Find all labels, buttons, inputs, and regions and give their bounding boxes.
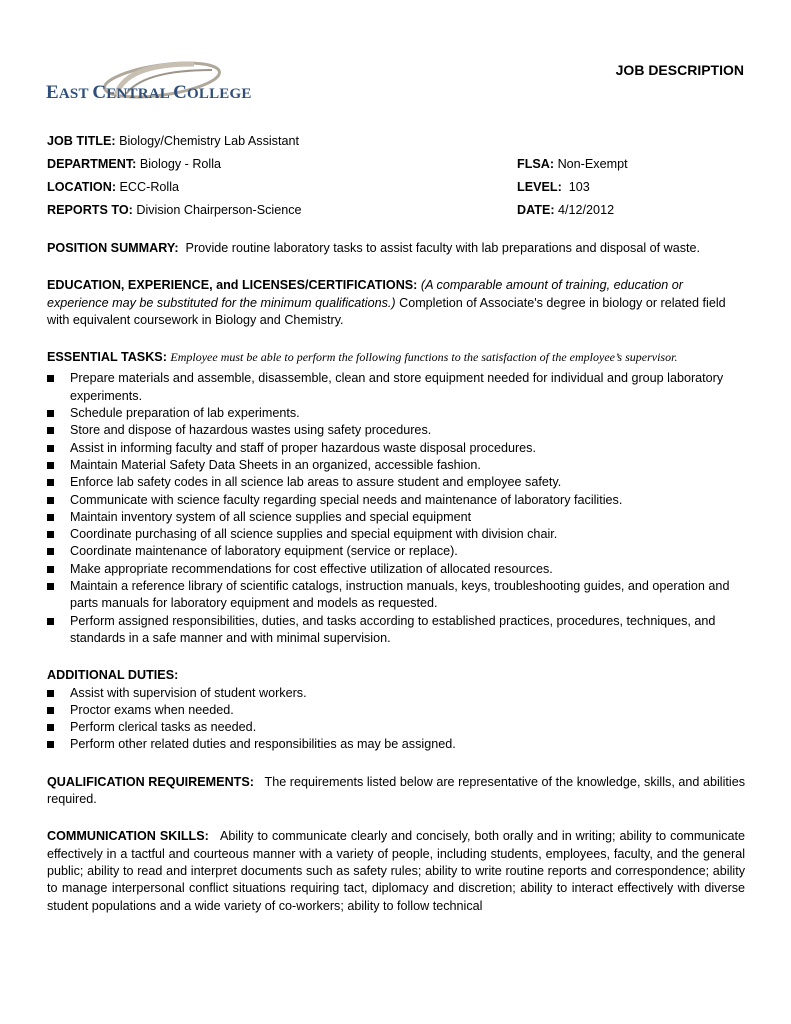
department-value: Biology - Rolla — [139, 157, 222, 171]
square-bullet-icon — [47, 707, 54, 714]
location-value: ECC-Rolla — [119, 180, 180, 194]
list-item-text: Schedule preparation of lab experiments. — [70, 406, 300, 421]
qualification-label: QUALIFICATION REQUIREMENTS: — [47, 774, 254, 789]
flsa-value: Non-Exempt — [557, 157, 628, 171]
square-bullet-icon — [47, 445, 54, 452]
list-item — [47, 543, 745, 560]
reports-to-value: Division Chairperson-Science — [136, 203, 302, 217]
qualification-text: The requirements listed below are representative of the knowledge, skills, and abilities required. — [47, 774, 746, 807]
education-label: EDUCATION, EXPERIENCE, and LICENSES/CERTIFICATIONS: — [47, 278, 418, 293]
position-summary-text: Provide routine laboratory tasks to assist faculty with lab preparations and disposal of waste. — [185, 241, 701, 255]
position-summary-label: POSITION SUMMARY: — [47, 241, 179, 255]
square-bullet-icon — [47, 583, 54, 590]
reports-to-row — [47, 202, 745, 225]
list-item-text: Perform clerical tasks as needed. — [70, 720, 257, 735]
date-label: DATE: — [517, 203, 555, 217]
list-item-text: Store and dispose of hazardous wastes using safety procedures. — [70, 423, 432, 438]
square-bullet-icon — [47, 427, 54, 434]
list-item — [47, 702, 745, 719]
reports-to-label: REPORTS TO: — [47, 203, 133, 217]
communication-label: COMMUNICATION SKILLS: — [47, 829, 209, 844]
list-item — [47, 509, 745, 526]
list-item — [47, 440, 745, 457]
square-bullet-icon — [47, 566, 54, 573]
list-item-text: Coordinate maintenance of laboratory equipment (service or replace). — [70, 544, 458, 559]
square-bullet-icon — [47, 618, 54, 625]
essential-tasks-heading — [47, 349, 745, 366]
east-central-college-logo — [44, 58, 264, 110]
square-bullet-icon — [47, 690, 54, 697]
location-row — [47, 179, 745, 202]
essential-tasks-list — [47, 370, 745, 647]
date-value: 4/12/2012 — [558, 203, 615, 217]
list-item-text: Make appropriate recommendations for cost effective utilization of allocated resources. — [70, 561, 553, 576]
list-item-text: Assist in informing faculty and staff of proper hazardous waste disposal procedures. — [70, 440, 536, 455]
square-bullet-icon — [47, 410, 54, 417]
list-item — [47, 685, 745, 702]
job-title-label: JOB TITLE: — [47, 134, 116, 148]
square-bullet-icon — [47, 462, 54, 469]
job-title-value: Biology/Chemistry Lab Assistant — [119, 134, 299, 148]
education-section — [47, 277, 745, 329]
list-item-text: Prepare materials and assemble, disassemble, clean and store equipment needed for individual and group laboratory experiments. — [70, 371, 724, 403]
department-row — [47, 156, 745, 179]
list-item — [47, 526, 745, 543]
square-bullet-icon — [47, 741, 54, 748]
communication-section — [47, 828, 745, 914]
square-bullet-icon — [47, 497, 54, 504]
list-item-text: Perform other related duties and responsibilities as may be assigned. — [70, 737, 456, 752]
list-item — [47, 492, 745, 509]
education-note: (A comparable amount of training, education or experience may be substituted for the minimum qualifications.) — [47, 278, 683, 310]
list-item — [47, 405, 745, 422]
list-item-text: Enforce lab safety codes in all science lab areas to assure student and employee safety. — [70, 475, 562, 490]
list-item — [47, 719, 745, 736]
square-bullet-icon — [47, 479, 54, 486]
document-type-heading: JOB DESCRIPTION — [615, 62, 744, 78]
logo-text: EAST CENTRAL COLLEGE — [46, 82, 252, 103]
list-item — [47, 457, 745, 474]
list-item — [47, 474, 745, 491]
square-bullet-icon — [47, 548, 54, 555]
list-item — [47, 370, 745, 405]
list-item-text: Assist with supervision of student workers. — [70, 685, 307, 700]
additional-duties-list — [47, 685, 745, 754]
level-value: 103 — [568, 180, 590, 194]
essential-tasks-note: Employee must be able to perform the following functions to the satisfaction of the employee’s supervisor. — [170, 350, 678, 365]
education-text: Completion of Associate's degree in biology or related field with equivalent coursework in Biology and Chemistry. — [47, 295, 726, 327]
square-bullet-icon — [47, 514, 54, 521]
position-summary — [47, 240, 745, 257]
list-item — [47, 422, 745, 439]
level-label: LEVEL: — [517, 180, 562, 194]
list-item-text: Maintain inventory system of all science supplies and special equipment — [70, 509, 472, 524]
location-label: LOCATION: — [47, 180, 117, 194]
square-bullet-icon — [47, 375, 54, 382]
list-item-text: Maintain Material Safety Data Sheets in an organized, accessible fashion. — [70, 457, 481, 472]
list-item-text: Communicate with science faculty regarding special needs and maintenance of laboratory facilities. — [70, 492, 623, 507]
list-item-text: Proctor exams when needed. — [70, 702, 234, 717]
job-title-row — [47, 133, 745, 156]
list-item-text: Maintain a reference library of scientific catalogs, instruction manuals, keys, troubleshooting guides, and operation and parts manuals for laboratory equipment and models as requested. — [70, 579, 730, 611]
additional-duties-heading — [47, 667, 745, 684]
department-label: DEPARTMENT: — [47, 157, 137, 171]
list-item — [47, 578, 745, 613]
qualification-section — [47, 774, 745, 809]
square-bullet-icon — [47, 531, 54, 538]
flsa-label: FLSA: — [517, 157, 555, 171]
list-item — [47, 736, 745, 753]
additional-duties-label: ADDITIONAL DUTIES: — [47, 668, 179, 683]
communication-text: Ability to communicate clearly and concisely, both orally and in writing; ability to communicate effectively in a tactful and courteous manner with a variety of people, including students, employees, faculty, and the general public; ability to read and interpret documents such as safety rules; ability to write routine reports and correspondence; ability to manage interpersonal conflict situations requiring tact, diplomacy and discretion; ability to interact effectively with diverse student populations and a wide variety of co-workers; ability to follow technical — [47, 829, 745, 913]
list-item — [47, 561, 745, 578]
square-bullet-icon — [47, 724, 54, 731]
list-item-text: Coordinate purchasing of all science supplies and special equipment with division chair. — [70, 527, 558, 542]
list-item-text: Perform assigned responsibilities, duties, and tasks according to established practices, procedures, techniques, and standards in a safe manner and with minimal supervision. — [70, 613, 716, 645]
list-item — [47, 613, 745, 648]
document-body — [47, 133, 745, 915]
essential-tasks-label: ESSENTIAL TASKS: — [47, 350, 167, 365]
